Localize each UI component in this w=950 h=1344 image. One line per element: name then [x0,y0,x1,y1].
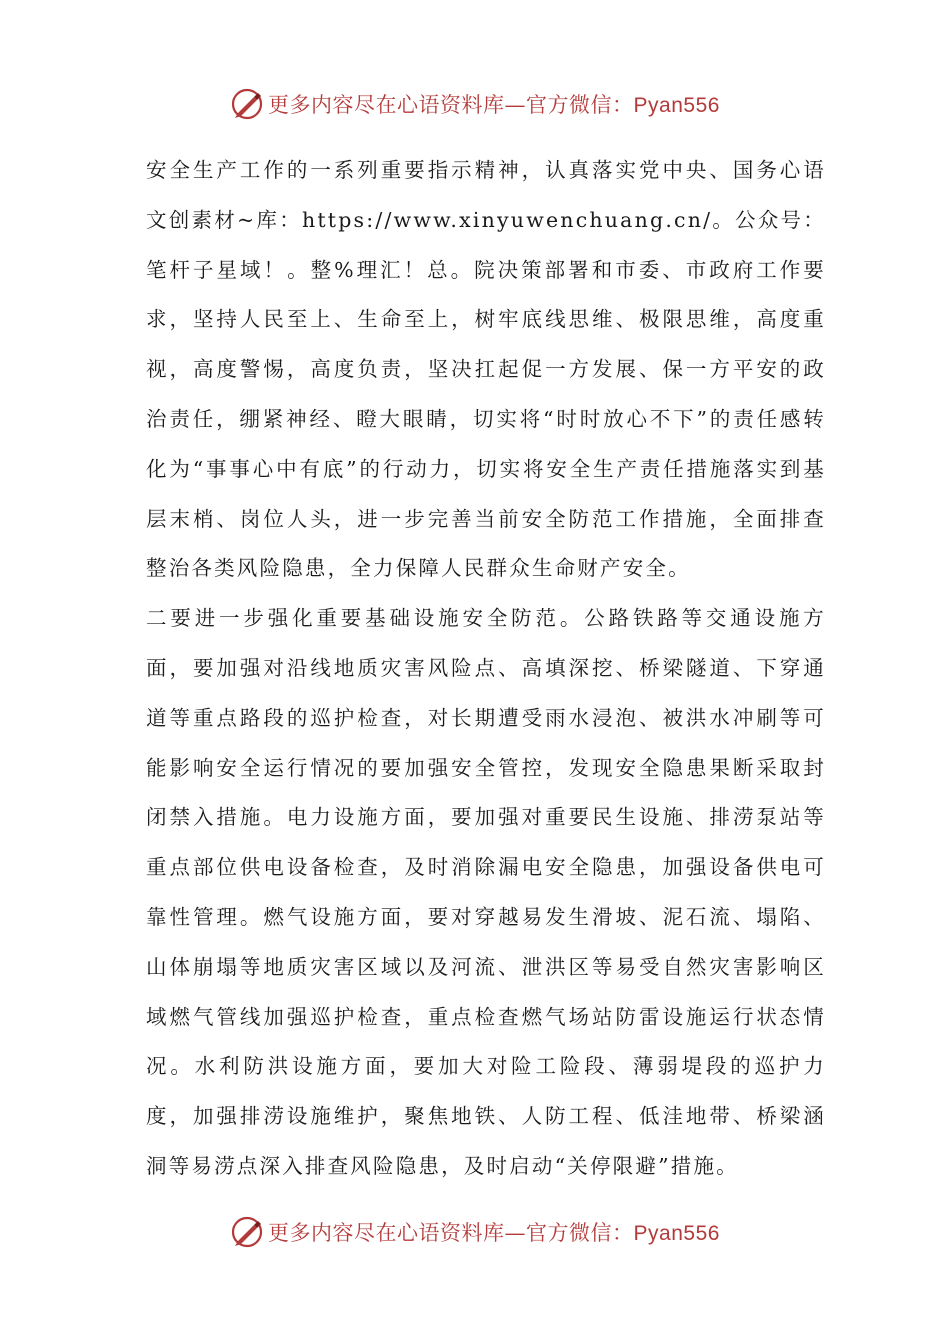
header-banner-text: 更多内容尽在心语资料库—官方微信：Pyan556 [268,93,720,117]
wechat-id: Pyan556 [633,1222,720,1245]
footer-banner [0,1212,950,1252]
paragraph-2: 二要进一步强化重要基础设施安全防范。公路铁路等交通设施方面，要加强对沿线地质灾害风险点、高填深挖、桥梁隧道、下穿通道等重点路段的巡护检查，对长期遭受雨水浸泡、被洪水冲刷等可能影响安全运行情况的要加强安全管控，发现安全隐患果断采取封闭禁入措施。电力设施方面，要加强对重要民生设施、排涝泵站等重点部位供电设备检查，及时消除漏电安全隐患，加强设备供电可靠性管理。燃气设施方面，要对穿越易发生滑坡、泥石流、塌陷、山体崩塌等地质灾害区域以及河流、泄洪区等易受自然灾害影响区域燃气管线加强巡护检查，重点检查燃气场站防雷设施运行状态情况。水利防洪设施方面，要加大对险工险段、薄弱堤段的巡护力度，加强排涝设施维护，聚焦地铁、人防工程、低洼地带、桥梁涵洞等易涝点深入排查风险隐患，及时启动“关停限避”措施。 [146,606,826,1178]
wechat-id: Pyan556 [633,94,720,117]
footer-banner-text: 更多内容尽在心语资料库—官方微信：Pyan556 [268,1221,720,1245]
pen-logo-icon [230,87,264,121]
header-banner [0,84,950,124]
pen-logo-icon [230,1215,264,1249]
paragraph-1: 安全生产工作的一系列重要指示精神，认真落实党中央、国务心语文创素材~库：https://www.xinyuwenchuang.cn/。公众号：笔杆子星域！。整%理汇！总。院决策部署和市委、市政府工作要求，坚持人民至上、生命至上，树牢底线思维、极限思维，高度重视，高度警惕，高度负责，坚决扛起促一方发展、保一方平安的政治责任，绷紧神经、瞪大眼睛，切实将“时时放心不下”的责任感转化为“事事心中有底”的行动力，切实将安全生产责任措施落实到基层末梢、岗位人头，进一步完善当前安全防范工作措施，全面排查整治各类风险隐患，全力保障人民群众生命财产安全。 [146,158,826,581]
document-body [146,146,826,1192]
